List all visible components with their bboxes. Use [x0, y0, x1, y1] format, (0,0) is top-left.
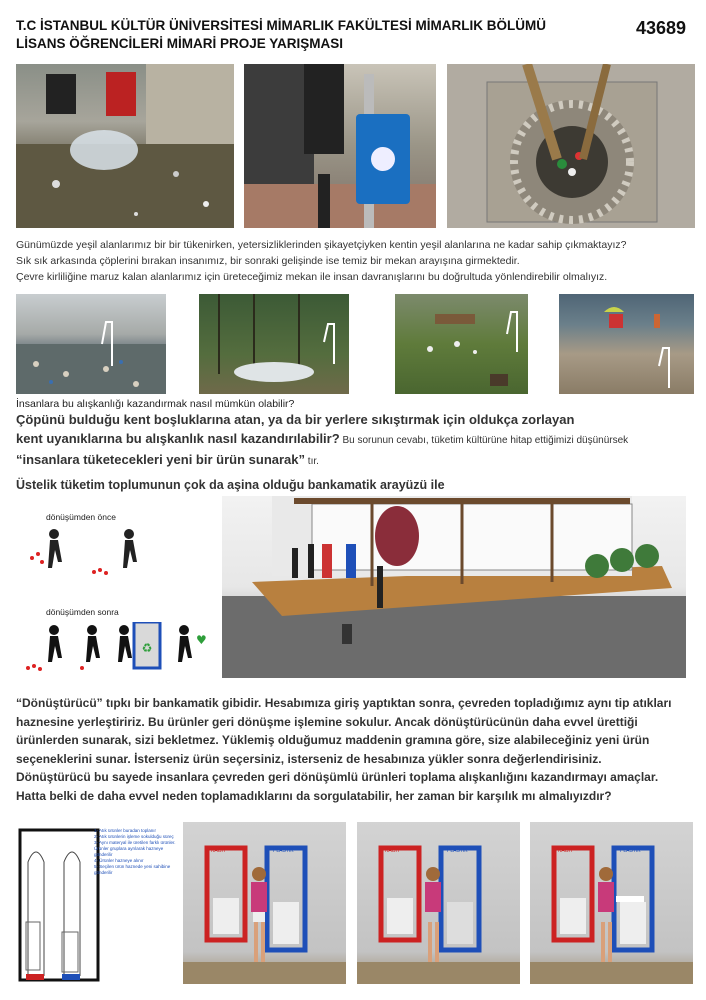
photo-forest-litter	[199, 294, 349, 394]
park-litter-illustration	[395, 294, 528, 394]
page-title	[16, 17, 546, 53]
kiosk-1-label-paper: KAĞIT	[211, 848, 227, 854]
person-collecting-icon-1	[48, 625, 62, 662]
litter-illustration	[16, 64, 234, 228]
kiosk-render-3	[530, 822, 693, 984]
atm-statement: Üstelik tüketim toplumunun çok da aşina olduğu bankamatik arayüzü ile	[16, 478, 445, 492]
kiosk-render-1	[183, 822, 346, 984]
svg-text:♻: ♻	[141, 641, 153, 655]
forest-litter-illustration	[199, 294, 349, 394]
body-line-3: ürünlerden sunarak, sizi bekletmez. Yüklemiş olduğumuz maddenin gramına göre, size alabileceğiniz yeni ürün	[16, 733, 650, 747]
before-label: dönüşümden önce	[46, 512, 116, 522]
person-at-machine-icon	[118, 625, 132, 662]
kiosk-1-illustration	[183, 822, 346, 984]
grate-illustration	[447, 64, 695, 228]
after-figures	[24, 622, 214, 674]
photo-park-litter	[395, 294, 528, 394]
pavilion-render	[222, 496, 686, 678]
bin-illustration	[244, 64, 436, 228]
legend-item-6: 5- Seçilen ürün haznede yeni sahibine gönderilir	[94, 864, 171, 875]
intro-line-3: Çevre kirliliğine maruz kalan alanlarımız için üreteceğimiz mekan ile insan davranışlarını bu doğrultuda yönlendirebilir olmalıyız.	[16, 271, 608, 283]
photo-street-bin	[244, 64, 436, 228]
person-littering-icon-1	[48, 529, 62, 568]
legend-item-4: Ürünler gruplara ayrılarak hazneye gönderilir	[94, 846, 164, 857]
person-collecting-icon-2	[86, 625, 100, 662]
title-line-1: T.C İSTANBUL KÜLTÜR ÜNİVERSİTESİ MİMARLIK FAKÜLTESİ MİMARLIK BÖLÜMÜ	[16, 18, 546, 33]
question-line-4	[16, 450, 628, 471]
shore-picnic-illustration	[559, 294, 694, 394]
kiosk-2-label-plastic: PLASTİK	[447, 848, 468, 854]
intro-line-2: Sık sık arkasında çöplerini bırakan insanımız, bir sonraki gelişinde ise temiz bir mekan arayışına girmektedir.	[16, 255, 520, 267]
kiosk-3-label-paper: KAĞIT	[558, 848, 574, 854]
kiosk-2-label-paper: KAĞIT	[385, 848, 401, 854]
photo-tree-grate	[447, 64, 695, 228]
legend-item-5: 4- Ürünler hazneye alınır	[94, 858, 144, 863]
legend-item-2: 2- Atık ürünlerin işleme sokulduğu süreç	[94, 834, 174, 839]
body-line-5: Dönüştürücü bu sayede insanlara çevreden geri dönüşümlü ürünleri toplama alışkanlığını kazandırmayı amaçlar.	[16, 770, 659, 784]
before-figures	[24, 528, 154, 580]
pavilion-illustration	[222, 496, 686, 678]
beach-litter-illustration	[16, 294, 166, 394]
question-line-2: Çöpünü bulduğu kent boşluklarına atan, ya da bir yerlere sıkıştırmak için oldukça zorlayan	[16, 412, 575, 427]
body-line-1: “Dönüştürücü” tıpkı bir bankamatik gibidir. Hesabımıza giriş yaptıktan sonra, çevreden topladığımız aynı tip atıkları	[16, 696, 672, 710]
body-line-4: seçeneklerini sunar. İsterseniz ürün seçersiniz, isterseniz de hesabınıza yükler sonra değerlendirisiniz.	[16, 751, 602, 766]
body-paragraph	[16, 694, 672, 805]
question-line-3	[16, 429, 628, 450]
photo-beach-litter	[16, 294, 166, 394]
intro-paragraph	[16, 237, 626, 285]
photo-litter-grass	[16, 64, 234, 228]
kiosk-2-illustration	[357, 822, 520, 984]
person-with-heart-icon	[178, 625, 192, 662]
after-label: dönüşümden sonra	[46, 607, 119, 617]
person-littering-icon-2	[123, 529, 137, 568]
question-line-4-rest: tır.	[305, 456, 319, 467]
heart-icon: ♥	[196, 633, 207, 647]
question-paragraph	[16, 398, 628, 471]
body-line-6: Hatta belki de daha evvel neden toplamadıklarını da sorgulatabilir, her zaman bir karşılık mı almalıyızdır?	[16, 788, 612, 803]
question-line-4-bold: “insanlara tüketecekleri yeni bir ürün sunarak”	[16, 452, 306, 467]
question-line-3-bold: kent uyanıklarına bu alışkanlık nasıl kazandırılabilir?	[16, 431, 340, 446]
machine-section-drawing	[18, 822, 178, 984]
question-line-1: İnsanlara bu alışkanlığı kazandırmak nasıl mümkün olabilir?	[16, 398, 295, 410]
kiosk-1-label-plastic: PLASTİK	[273, 848, 294, 854]
kiosk-render-2	[357, 822, 520, 984]
section-legend	[94, 828, 178, 876]
title-line-2: LİSANS ÖĞRENCİLERİ MİMARİ PROJE YARIŞMASI	[16, 36, 344, 51]
kiosk-3-illustration	[530, 822, 693, 984]
intro-line-1: Günümüzde yeşil alanlarımız bir bir tükenirken, yetersizliklerinden şikayetçiyken kentin yeşil alanlarına ne kadar sahip çıkmaktayız?	[16, 239, 627, 251]
legend-item-3: 3- Aynı materyal ile üretilen farklı ürünler.	[94, 840, 176, 845]
project-code: 43689	[635, 18, 686, 38]
body-line-2: haznesine yerleştiririz. Bu ürünler geri dönüşme işlemine sokulur. Ancak dönüştürücünün daha evvel ürettiği	[16, 714, 638, 729]
photo-shore-picnic	[559, 294, 694, 394]
kiosk-3-label-plastic: PLASTİK	[620, 848, 641, 854]
question-line-3-rest: Bu sorunun cevabı, tüketim kültürüne hitap ettiğimizi düşünürsek	[339, 435, 629, 446]
legend-item-1: 1- Atık ürünler buradan toplanır	[94, 828, 157, 833]
